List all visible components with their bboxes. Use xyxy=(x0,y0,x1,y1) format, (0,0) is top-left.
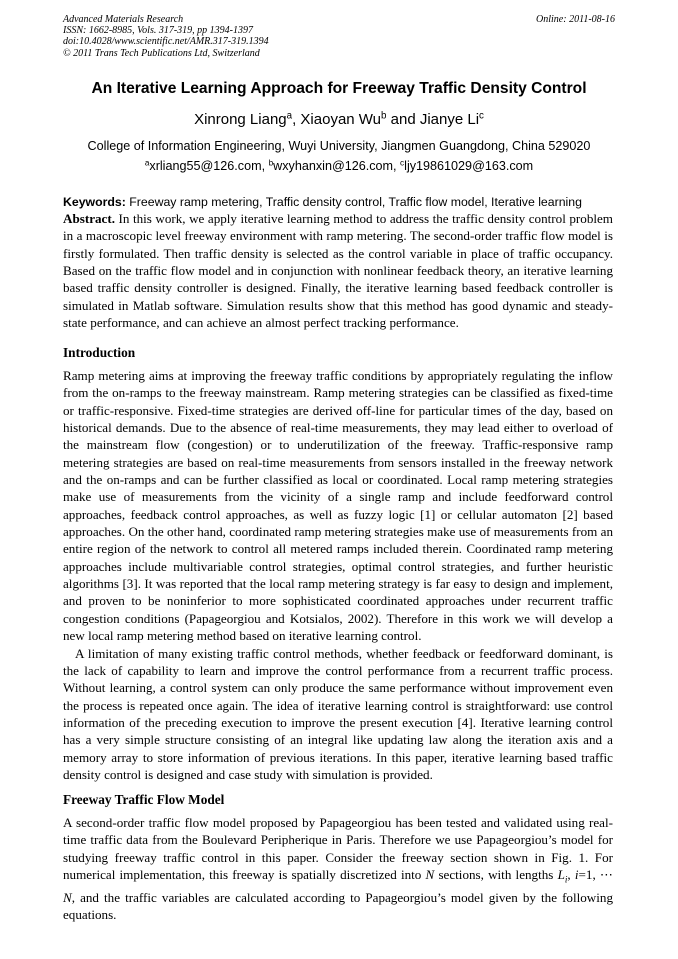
traffic-model-body xyxy=(63,814,613,924)
email-list xyxy=(40,159,638,173)
email-address: wxyhanxin@126.com, xyxy=(273,159,401,173)
math-subscript: i xyxy=(564,874,568,885)
model-text: A second-order traffic flow model proposed by Papageorgiou has been tested and validated using real-time traffic data from the Boulevard Peripherique in Paris. Therefore we use Papageorgiou’s model for studying freeway traffic control in this paper. Consider the freeway section shown in Fig. 1. For numerical implementation, this freeway is spatially discretized into xyxy=(63,815,613,883)
paper-title: An Iterative Learning Approach for Freeway Traffic Density Control xyxy=(91,80,587,97)
doi-line: doi:10.4028/www.scientific.net/AMR.317-319.1394 xyxy=(63,36,269,48)
journal-name: Advanced Materials Research xyxy=(63,14,184,25)
abstract-block xyxy=(63,210,613,331)
abstract-paragraph xyxy=(63,210,613,331)
copyright-line: © 2011 Trans Tech Publications Ltd, Switzerland xyxy=(63,47,260,59)
author-name: Jianye Li xyxy=(419,111,480,128)
author-name: Xiaoyan Wu xyxy=(300,111,382,128)
journal-header xyxy=(63,14,615,59)
model-text: sections, with lengths xyxy=(434,867,558,883)
email-superscript: b xyxy=(268,158,274,168)
math-var: L xyxy=(557,867,565,883)
issn-line: ISSN: 1662-8985, Vols. 317-319, pp 1394-1397 xyxy=(63,25,253,37)
introduction-body xyxy=(63,367,613,783)
email-address: xrliang55@126.com, xyxy=(149,159,269,173)
affiliation: College of Information Engineering, Wuyi University, Jiangmen Guangdong, China 529020 xyxy=(87,139,591,153)
model-paragraph-1 xyxy=(63,814,613,924)
math-var: i xyxy=(574,867,579,883)
author-separator: and xyxy=(386,111,420,128)
author-list xyxy=(40,111,638,128)
keywords xyxy=(63,195,623,209)
author-superscript: a xyxy=(286,110,293,122)
section-heading-traffic-model: Freeway Traffic Flow Model xyxy=(63,792,225,807)
math-var: N xyxy=(63,889,72,905)
author-superscript: c xyxy=(479,110,484,122)
model-text: , xyxy=(567,867,575,883)
model-text: , and the traffic variables are calculated according to Papageorgiou’s model given by the following equations. xyxy=(63,889,613,923)
author-name: Xinrong Liang xyxy=(194,111,287,128)
author-separator: , xyxy=(292,111,301,128)
keywords-label: Keywords: xyxy=(63,195,126,209)
math-var: N xyxy=(425,867,435,883)
email-address: ljy19861029@163.com xyxy=(404,159,534,173)
keywords-text: Freeway ramp metering, Traffic density control, Traffic flow model, Iterative learning xyxy=(125,195,582,209)
section-heading-introduction: Introduction xyxy=(63,345,136,360)
online-date: Online: 2011-08-16 xyxy=(536,14,615,25)
intro-paragraph-1: Ramp metering aims at improving the freeway traffic conditions by appropriately regulating the inflow from the on-ramps to the freeway mainstream. Ramp metering strategies can be classified as fixed-time or traffic-responsive. Fixed-time strategies are derived off-line for particular times of the day, based on historical demands. Due to the absence of real-time measurements, they may lead either to overload of the mainstream flow (congestion) or to underutilization of the freeway. Traffic-responsive ramp metering strategies are based on real-time measurements from sensors installed in the freeway network and the on-ramps and can be further classified as local or coordinated. Local ramp metering strategies make use of measurements from the vicinity of a single ramp and include feedforward control approaches, feedback control approaches, as well as fuzzy logic [1] or cellular automaton [2] based approaches. On the other hand, coordinated ramp metering strategies make use of measurements from an entire region of the network to control all metered ramps included therein. Coordinated ramp metering approaches include multivariable control strategies, optimal control strategies, and further heuristic algorithms [3]. It was reported that the local ramp metering strategy is far easy to design and implement, and proven to be noninferior to more sophisticated coordinated approaches under recurrent traffic congestion conditions (Papageorgiou and Kotsialos, 2002). Therefore in this work we will develop a new local ramp metering method based on iterative learning control. xyxy=(63,368,613,644)
intro-paragraph-2: A limitation of many existing traffic control methods, whether feedback or feedforward dominant, is the lack of capability to learn and improve the control performance from a recurrent traffic process. Without learning, a control system can only produce the same performance without improvement even the process is repeated once again. The idea of iterative learning control is straightforward: use control information of the preceding execution to improve the present execution [4]. Iterative learning control has a very simple structure consisting of an integral like updating law along the iteration axis and a memory array to store information of previous iterations. In this paper, iterative learning based traffic density control is designed and case study with simulation is provided. xyxy=(63,645,613,782)
abstract-label: Abstract. xyxy=(63,211,115,226)
model-text: =1, ⋯ xyxy=(578,867,613,883)
email-superscript: a xyxy=(144,158,150,168)
email-superscript: c xyxy=(400,158,405,168)
author-superscript: b xyxy=(381,110,387,122)
abstract-text: In this work, we apply iterative learning method to address the traffic density control problem in a macroscopic level freeway environment with ramp metering. The second-order traffic flow model is firstly formulated. Then traffic density is selected as the control variable in place of traffic occupancy. Based on the traffic flow model and in conjunction with nonlinear feedback theory, an iterative learning based traffic density controller is designed. Finally, the iterative learning based feedback controller is simulated in Matlab software. Simulation results show that this method has good dynamic and steady-state performance, and can achieve an almost perfect tracking performance. xyxy=(63,211,613,331)
